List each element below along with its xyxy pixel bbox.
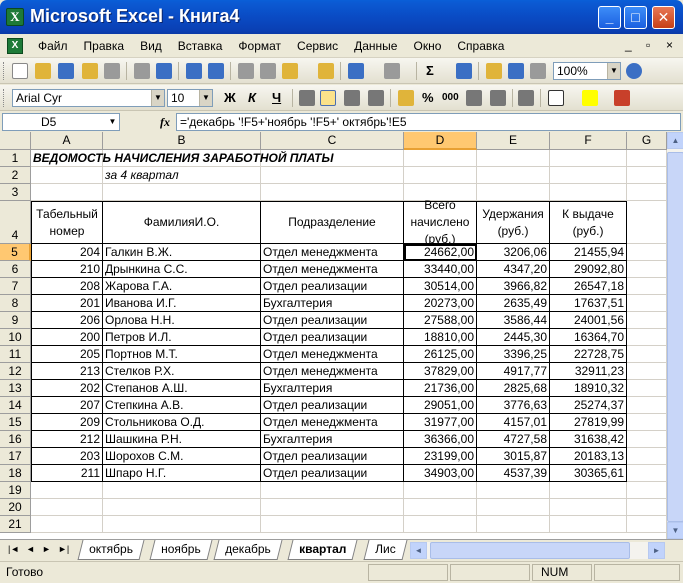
workbook-icon[interactable]: X: [7, 38, 23, 54]
scroll-down-icon[interactable]: ▼: [667, 522, 683, 539]
table-cell[interactable]: Отдел менеджмента: [261, 346, 404, 363]
underline-button[interactable]: Ч: [272, 90, 282, 105]
cell[interactable]: [261, 184, 404, 201]
redo-icon[interactable]: [384, 63, 400, 79]
table-cell[interactable]: 24001,56: [550, 312, 627, 329]
sheet-tab-4[interactable]: [364, 540, 408, 560]
horizontal-scroll-thumb[interactable]: [430, 542, 630, 559]
new-icon[interactable]: [12, 63, 28, 79]
table-icon[interactable]: [530, 63, 546, 79]
row-header-18[interactable]: 18: [0, 465, 31, 482]
table-cell[interactable]: 2825,68: [477, 380, 550, 397]
column-header-d[interactable]: D: [404, 132, 477, 150]
table-cell[interactable]: 29051,00: [404, 397, 477, 414]
cell[interactable]: [103, 482, 261, 499]
borders-icon[interactable]: [548, 90, 564, 106]
menu-item-2[interactable]: Вид: [140, 39, 162, 53]
cell[interactable]: [627, 201, 667, 244]
cell[interactable]: [31, 482, 103, 499]
font-color-icon[interactable]: [614, 90, 630, 106]
table-cell[interactable]: 20273,00: [404, 295, 477, 312]
sort-asc-icon[interactable]: [456, 63, 472, 79]
column-header-b[interactable]: B: [103, 132, 261, 150]
save-icon[interactable]: [58, 63, 74, 79]
cell[interactable]: [627, 278, 667, 295]
table-cell[interactable]: Отдел реализации: [261, 448, 404, 465]
cell[interactable]: [261, 482, 404, 499]
table-cell[interactable]: 200: [31, 329, 103, 346]
cell[interactable]: [477, 150, 550, 167]
table-cell[interactable]: 209: [31, 414, 103, 431]
table-cell[interactable]: 3966,82: [477, 278, 550, 295]
cell[interactable]: [477, 167, 550, 184]
table-cell[interactable]: Шпаро Н.Г.: [103, 465, 261, 482]
row-header-7[interactable]: 7: [0, 278, 31, 295]
scroll-left-icon[interactable]: ◄: [410, 542, 427, 559]
cell[interactable]: [627, 295, 667, 312]
cell[interactable]: [404, 499, 477, 516]
decrease-decimal-icon[interactable]: [490, 90, 506, 106]
formula-bar: [0, 112, 683, 132]
table-cell[interactable]: Отдел менеджмента: [261, 414, 404, 431]
table-cell[interactable]: Дрынкина С.С.: [103, 261, 261, 278]
row-header-8[interactable]: 8: [0, 295, 31, 312]
table-cell[interactable]: 34903,00: [404, 465, 477, 482]
cell[interactable]: [404, 516, 477, 533]
table-cell[interactable]: 210: [31, 261, 103, 278]
minimize-button[interactable]: _: [598, 6, 621, 29]
table-header-1[interactable]: ФамилияИ.О.: [103, 201, 261, 244]
table-cell[interactable]: 204: [31, 244, 103, 261]
table-cell[interactable]: 3206,06: [477, 244, 550, 261]
align-left-icon[interactable]: [299, 90, 315, 106]
font-size-combo[interactable]: 10 ▼: [167, 89, 213, 107]
column-header-e[interactable]: E: [477, 132, 550, 150]
sheet-tab-label: декабрь: [225, 542, 271, 556]
sheet-tab-2[interactable]: [214, 540, 283, 560]
fill-color-icon[interactable]: [582, 90, 598, 106]
column-header-c[interactable]: C: [261, 132, 404, 150]
menu-item-3[interactable]: Вставка: [177, 39, 223, 53]
scroll-up-icon[interactable]: ▲: [667, 132, 683, 149]
maximize-button[interactable]: □: [624, 6, 647, 29]
row-header-1[interactable]: 1: [0, 150, 31, 167]
percent-button[interactable]: %: [422, 90, 434, 105]
cell[interactable]: [627, 312, 667, 329]
table-cell[interactable]: 31638,42: [550, 431, 627, 448]
drawing-icon[interactable]: [508, 63, 524, 79]
table-cell[interactable]: 27819,99: [550, 414, 627, 431]
row-header-20[interactable]: 20: [0, 499, 31, 516]
cell[interactable]: [404, 167, 477, 184]
sheet-title[interactable]: ВЕДОМОСТЬ НАЧИСЛЕНИЯ ЗАРАБОТНОЙ ПЛАТЫ: [33, 151, 334, 165]
formula-input[interactable]: ='декабрь '!F5+'ноябрь '!F5+' октябрь'!E5: [176, 113, 681, 131]
table-cell[interactable]: 203: [31, 448, 103, 465]
table-cell[interactable]: 36366,00: [404, 431, 477, 448]
row-header-13[interactable]: 13: [0, 380, 31, 397]
table-cell[interactable]: 202: [31, 380, 103, 397]
table-cell[interactable]: 31977,00: [404, 414, 477, 431]
cell[interactable]: [103, 499, 261, 516]
font-combo[interactable]: Arial Cyr ▼: [12, 89, 165, 107]
cell[interactable]: [404, 150, 477, 167]
cell[interactable]: [31, 516, 103, 533]
row-header-12[interactable]: 12: [0, 363, 31, 380]
menu-bar: [0, 34, 683, 58]
insert-function-icon[interactable]: fx: [160, 115, 170, 129]
status-bar: [0, 561, 683, 583]
column-header-f[interactable]: F: [550, 132, 627, 150]
cut-icon[interactable]: [238, 63, 254, 79]
table-cell[interactable]: 3776,63: [477, 397, 550, 414]
table-cell[interactable]: 4347,20: [477, 261, 550, 278]
table-cell[interactable]: 26547,18: [550, 278, 627, 295]
cell[interactable]: [550, 167, 627, 184]
table-cell[interactable]: 20183,13: [550, 448, 627, 465]
sheet-tab-3[interactable]: [288, 540, 358, 560]
cell[interactable]: [31, 184, 103, 201]
table-cell[interactable]: 30365,61: [550, 465, 627, 482]
table-cell[interactable]: Шашкина Р.Н.: [103, 431, 261, 448]
row-header-2[interactable]: 2: [0, 167, 31, 184]
standard-toolbar: [0, 58, 683, 84]
cell[interactable]: [627, 431, 667, 448]
table-cell[interactable]: Стелков Р.Х.: [103, 363, 261, 380]
undo-icon[interactable]: [348, 63, 364, 79]
cell[interactable]: [627, 380, 667, 397]
sheet-tab-label: октябрь: [89, 542, 133, 556]
cell[interactable]: [550, 482, 627, 499]
cell[interactable]: [477, 516, 550, 533]
table-cell[interactable]: Галкин В.Ж.: [103, 244, 261, 261]
row-header-15[interactable]: 15: [0, 414, 31, 431]
cell[interactable]: [627, 261, 667, 278]
sheet-tab-1[interactable]: [150, 540, 213, 560]
table-header-4[interactable]: Удержания (руб.): [477, 201, 550, 244]
vertical-scrollbar[interactable]: [666, 132, 683, 539]
table-cell[interactable]: 206: [31, 312, 103, 329]
format-painter-icon[interactable]: [318, 63, 334, 79]
open-icon[interactable]: [35, 63, 51, 79]
research-icon[interactable]: [208, 63, 224, 79]
table-cell[interactable]: 207: [31, 397, 103, 414]
table-cell[interactable]: Отдел менеджмента: [261, 261, 404, 278]
table-cell[interactable]: Бухгалтерия: [261, 380, 404, 397]
thousands-button[interactable]: 000: [442, 92, 459, 103]
vertical-scroll-thumb[interactable]: [667, 152, 683, 522]
menu-item-8[interactable]: Справка: [457, 39, 505, 53]
table-header-5[interactable]: К выдаче (руб.): [550, 201, 627, 244]
table-cell[interactable]: Шорохов С.М.: [103, 448, 261, 465]
table-cell[interactable]: Орлова Н.Н.: [103, 312, 261, 329]
cell[interactable]: [477, 499, 550, 516]
sheet-tab-label: квартал: [299, 542, 347, 556]
menu-item-0[interactable]: Файл: [38, 39, 68, 53]
cell[interactable]: [627, 414, 667, 431]
next-sheet-icon[interactable]: ►: [42, 544, 51, 554]
cell[interactable]: [261, 516, 404, 533]
table-cell[interactable]: Портнов М.Т.: [103, 346, 261, 363]
row-header-21[interactable]: 21: [0, 516, 31, 533]
window-title: Microsoft Excel - Книга4: [30, 6, 240, 26]
cell[interactable]: [627, 465, 667, 482]
table-cell[interactable]: Отдел реализации: [261, 465, 404, 482]
menu-item-6[interactable]: Данные: [354, 39, 398, 53]
cell[interactable]: [477, 482, 550, 499]
table-cell[interactable]: Отдел реализации: [261, 278, 404, 295]
cell[interactable]: [261, 167, 404, 184]
row-header-6[interactable]: 6: [0, 261, 31, 278]
table-cell[interactable]: Бухгалтерия: [261, 431, 404, 448]
indent-icon[interactable]: [518, 90, 534, 106]
table-cell[interactable]: 26125,00: [404, 346, 477, 363]
cell[interactable]: [477, 184, 550, 201]
excel-icon[interactable]: X: [6, 8, 24, 26]
cell[interactable]: [103, 184, 261, 201]
cell[interactable]: [550, 516, 627, 533]
table-cell[interactable]: Степкина А.В.: [103, 397, 261, 414]
table-cell[interactable]: 33440,00: [404, 261, 477, 278]
cell[interactable]: [627, 184, 667, 201]
status-ready: Готово: [6, 565, 44, 579]
table-cell[interactable]: Иванова И.Г.: [103, 295, 261, 312]
table-cell[interactable]: 21736,00: [404, 380, 477, 397]
table-header-2[interactable]: Подразделение: [261, 201, 404, 244]
chart-wizard-icon[interactable]: [486, 63, 502, 79]
table-cell[interactable]: 4917,77: [477, 363, 550, 380]
cell[interactable]: [31, 499, 103, 516]
sheet-tab-label: Лис: [375, 542, 396, 556]
table-cell[interactable]: 21455,94: [550, 244, 627, 261]
table-cell[interactable]: 3396,25: [477, 346, 550, 363]
selected-cell[interactable]: 24662,00: [404, 244, 477, 261]
cell[interactable]: [627, 244, 667, 261]
column-header-a[interactable]: A: [31, 132, 103, 150]
row-header-16[interactable]: 16: [0, 431, 31, 448]
table-cell[interactable]: 30514,00: [404, 278, 477, 295]
table-cell[interactable]: Петров И.Л.: [103, 329, 261, 346]
table-cell[interactable]: 25274,37: [550, 397, 627, 414]
table-cell[interactable]: 205: [31, 346, 103, 363]
table-cell[interactable]: 3586,44: [477, 312, 550, 329]
row-header-19[interactable]: 19: [0, 482, 31, 499]
table-cell[interactable]: 18910,32: [550, 380, 627, 397]
table-cell[interactable]: 17637,51: [550, 295, 627, 312]
last-sheet-icon[interactable]: ►|: [58, 544, 70, 554]
print-icon[interactable]: [134, 63, 150, 79]
cell[interactable]: [627, 167, 667, 184]
cell[interactable]: [627, 499, 667, 516]
table-cell[interactable]: 2445,30: [477, 329, 550, 346]
cell[interactable]: [627, 329, 667, 346]
prev-sheet-icon[interactable]: ◄: [26, 544, 35, 554]
menu-item-7[interactable]: Окно: [413, 39, 442, 53]
help-icon[interactable]: [626, 63, 642, 79]
table-cell[interactable]: Отдел реализации: [261, 312, 404, 329]
table-cell[interactable]: 27588,00: [404, 312, 477, 329]
cell[interactable]: [103, 516, 261, 533]
menu-item-1[interactable]: Правка: [83, 39, 125, 53]
sheet-tab-label: ноябрь: [161, 542, 201, 556]
table-cell[interactable]: 212: [31, 431, 103, 448]
doc-close-icon[interactable]: ×: [666, 38, 674, 52]
cell[interactable]: [31, 167, 103, 184]
cell[interactable]: [627, 448, 667, 465]
cell[interactable]: [627, 482, 667, 499]
table-cell[interactable]: Отдел реализации: [261, 397, 404, 414]
table-cell[interactable]: Стольникова О.Д.: [103, 414, 261, 431]
table-cell[interactable]: 23199,00: [404, 448, 477, 465]
cell[interactable]: [627, 346, 667, 363]
table-cell[interactable]: 22728,75: [550, 346, 627, 363]
row-header-4[interactable]: 4: [0, 201, 31, 244]
cell[interactable]: [627, 516, 667, 533]
table-cell[interactable]: 4727,58: [477, 431, 550, 448]
zoom-combo[interactable]: 100% ▼: [553, 62, 621, 80]
title-bar: [0, 0, 683, 34]
align-center-icon[interactable]: [320, 90, 336, 106]
scroll-right-icon[interactable]: ►: [648, 542, 665, 559]
table-cell[interactable]: 18810,00: [404, 329, 477, 346]
formatting-toolbar: [0, 85, 683, 111]
cell[interactable]: [627, 363, 667, 380]
table-cell[interactable]: Отдел менеджмента: [261, 363, 404, 380]
table-cell[interactable]: 32911,23: [550, 363, 627, 380]
cell[interactable]: [550, 150, 627, 167]
autosum-icon[interactable]: Σ: [426, 63, 434, 78]
paste-icon[interactable]: [282, 63, 298, 79]
doc-minimize-icon[interactable]: _: [625, 38, 632, 52]
cell[interactable]: [627, 397, 667, 414]
table-cell[interactable]: 201: [31, 295, 103, 312]
table-header-0[interactable]: Табельный номер: [31, 201, 103, 244]
table-cell[interactable]: 211: [31, 465, 103, 482]
cell[interactable]: [261, 499, 404, 516]
align-right-icon[interactable]: [344, 90, 360, 106]
table-cell[interactable]: Отдел менеджмента: [261, 244, 404, 261]
close-button[interactable]: ✕: [652, 6, 675, 29]
table-cell[interactable]: 4537,39: [477, 465, 550, 482]
doc-restore-icon[interactable]: ▫: [646, 38, 651, 52]
merge-center-icon[interactable]: [368, 90, 384, 106]
row-header-5[interactable]: 5: [0, 244, 31, 261]
table-cell[interactable]: 29092,80: [550, 261, 627, 278]
table-header-3[interactable]: Всего начислено (руб.): [404, 201, 477, 244]
sheet-subtitle[interactable]: за 4 квартал: [103, 167, 261, 184]
permission-icon[interactable]: [82, 63, 98, 79]
table-cell[interactable]: 37829,00: [404, 363, 477, 380]
table-cell[interactable]: Бухгалтерия: [261, 295, 404, 312]
increase-decimal-icon[interactable]: [466, 90, 482, 106]
menu-item-5[interactable]: Сервис: [297, 39, 339, 53]
sheet-tabs-bar: [0, 539, 683, 561]
column-header-g[interactable]: G: [627, 132, 667, 150]
table-cell[interactable]: 3015,87: [477, 448, 550, 465]
sheet-tab-0[interactable]: [78, 540, 145, 560]
row-header-17[interactable]: 17: [0, 448, 31, 465]
table-cell[interactable]: Отдел реализации: [261, 329, 404, 346]
table-cell[interactable]: 16364,70: [550, 329, 627, 346]
menu-item-4[interactable]: Формат: [238, 39, 282, 53]
cell[interactable]: [550, 184, 627, 201]
table-cell[interactable]: 2635,49: [477, 295, 550, 312]
table-cell[interactable]: Жарова Г.А.: [103, 278, 261, 295]
print-preview-icon[interactable]: [156, 63, 172, 79]
row-header-9[interactable]: 9: [0, 312, 31, 329]
cell[interactable]: [627, 150, 667, 167]
table-cell[interactable]: Степанов А.Ш.: [103, 380, 261, 397]
first-sheet-icon[interactable]: |◄: [8, 544, 20, 554]
select-all-corner[interactable]: [0, 132, 31, 150]
row-header-3[interactable]: 3: [0, 184, 31, 201]
spelling-icon[interactable]: [186, 63, 202, 79]
bold-button[interactable]: Ж: [224, 90, 236, 105]
worksheet-grid[interactable]: [0, 132, 683, 539]
table-cell[interactable]: 4157,01: [477, 414, 550, 431]
italic-button[interactable]: К: [248, 90, 256, 105]
email-icon[interactable]: [104, 63, 120, 79]
currency-icon[interactable]: [398, 90, 414, 106]
table-cell[interactable]: 208: [31, 278, 103, 295]
num-lock-indicator: NUM: [541, 565, 569, 579]
table-cell[interactable]: 213: [31, 363, 103, 380]
row-header-14[interactable]: 14: [0, 397, 31, 414]
row-header-10[interactable]: 10: [0, 329, 31, 346]
name-box[interactable]: D5 ▼: [2, 113, 120, 131]
cell[interactable]: [404, 482, 477, 499]
row-header-11[interactable]: 11: [0, 346, 31, 363]
cell[interactable]: [550, 499, 627, 516]
horizontal-scrollbar[interactable]: [410, 542, 665, 559]
copy-icon[interactable]: [260, 63, 276, 79]
